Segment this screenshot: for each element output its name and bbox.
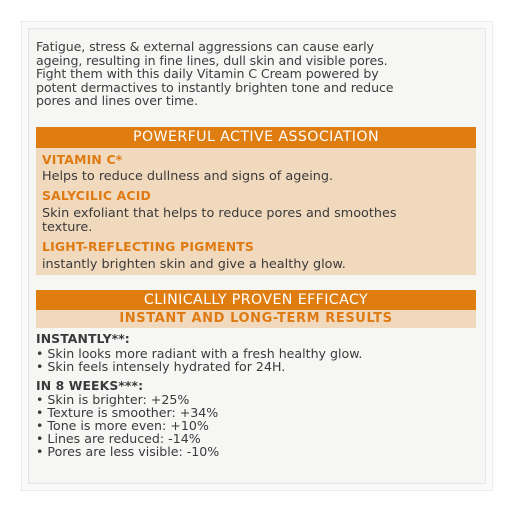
ingredient-name: SALYCILIC ACID [42,188,152,203]
result-bullet: • Texture is smoother: +34% [36,405,219,420]
result-bullet: • Pores are less visible: -10% [36,444,220,459]
ingredient-description: Skin exfoliant that helps to reduce pores and smoothes [42,206,397,221]
weeks-heading: IN 8 WEEKS***: [36,378,144,393]
ingredient-description: Helps to reduce dullness and signs of ageing. [42,169,334,184]
ingredient-name: LIGHT-REFLECTING PIGMENTS [42,239,255,254]
ingredient-description: instantly brighten skin and give a healthy glow. [42,257,346,272]
instantly-heading: INSTANTLY**: [36,331,130,346]
result-bullet: • Lines are reduced: -14% [36,431,201,446]
result-bullet: • Skin feels intensely hydrated for 24H. [36,359,286,374]
results-subtitle-banner: INSTANT AND LONG-TERM RESULTS [36,310,476,328]
intro-line: ageing, resulting in fine lines, dull skin and visible pores. [36,52,388,68]
intro-paragraph [36,40,476,108]
intro-line: Fatigue, stress & external aggressions can cause early [36,39,374,54]
intro-line: potent dermactives to instantly brighten tone and reduce [36,79,394,95]
clinical-efficacy-banner: CLINICALLY PROVEN EFFICACY [36,290,476,310]
intro-line: Fight them with this daily Vitamin C Cream powered by [36,66,379,82]
intro-line: pores and lines over time. [36,93,198,109]
result-bullet: • Tone is more even: +10% [36,418,209,433]
result-bullet: • Skin looks more radiant with a fresh healthy glow. [36,346,363,361]
active-association-banner: POWERFUL ACTIVE ASSOCIATION [36,127,476,148]
ingredient-description: texture. [42,220,93,235]
result-bullet: • Skin is brighter: +25% [36,392,190,407]
ingredient-name: VITAMIN C* [42,152,123,167]
